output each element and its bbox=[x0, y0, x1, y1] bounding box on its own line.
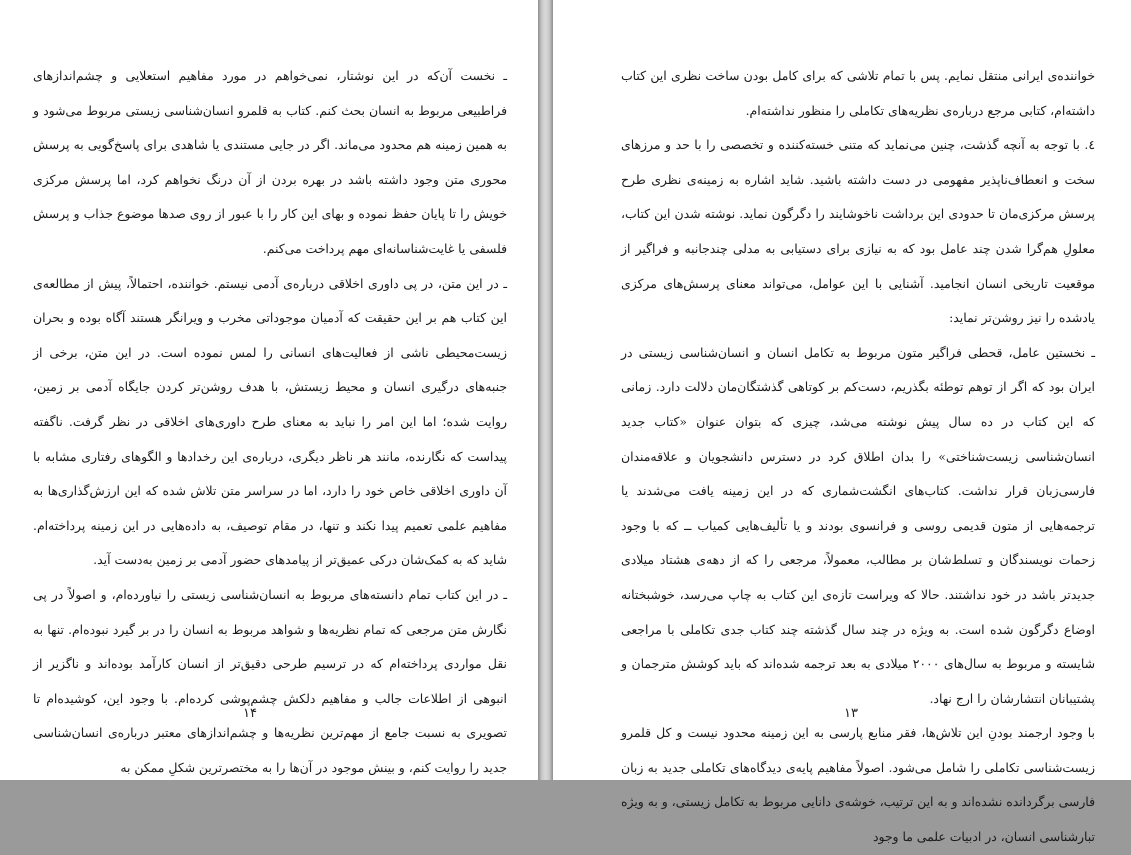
book-gutter bbox=[538, 0, 553, 780]
paragraph: خواننده‌ی ایرانی منتقل نمایم. پس با تمام تلاشی که برای کامل بودن ساخت نظری این کتاب داشته‌ام، کتابی مرجع درباره‌ی نظریه‌های تکاملی را منظور نداشته‌ام. bbox=[621, 68, 1095, 118]
paragraph: ـ نخستین عامل، قحطی فراگیر متون مربوط به تکامل انسان و انسان‌شناسی زیستی در ایران بود که اگر از توهم توطئه بگذریم، دست‌کم بر کوتاهی گذشتگان‌مان دلالت دارد. زمانی که این کتاب در ده سال پیش نوشته می‌شد، چیزی که بتوان عنوان «کتاب جدید انسان‌شناسی زیست‌شناختی» را بدان اطلاق کرد در دسترس دانشجویان و علاقه‌مندان فارسی‌زبان قرار نداشت. کتاب‌های انگشت‌شماری که در این زمینه یافت می‌شدند یا ترجمه‌هایی از متون قدیمی روسی و فرانسوی بودند و یا تألیف‌هایی کمیاب ــ که با وجود زحمات نویسندگان و تسلط‌شان بر مطالب، معمولاً، مرجعی را که از دهه‌ی هشتاد میلادی جدیدتر باشد در خود نداشتند. حالا که ویراست تازه‌ی این کتاب به چاپ می‌رسد، خوشبختانه اوضاع دگرگون شده است. به ویژه در چند سال گذشته چند کتاب جدی تکاملی با مراجعی شایسته و مربوط به سال‌های ۲۰۰۰ میلادی به بعد ترجمه شده‌اند که باید کوشش مترجمان و پشتیبانان انتشارشان را ارج نهاد. bbox=[621, 344, 1095, 706]
paragraph: ـ در این متن، در پی داوری اخلاقی درباره‌ی آدمی نیستم. خواننده، احتمالاً، پیش از مطالعه‌ی این کتاب هم بر این حقیقت که آدمیان موجوداتی مخرب و ویرانگر هستند آگاه بوده و بحران زیست‌محیطی ناشی از فعالیت‌های انسانی را لمس نموده است. در این متن، برخی از جنبه‌های درگیری انسان و محیط زیستش، با هدف روشن‌تر کردن جایگاه آدمی بر زمین، روایت شده؛ اما این امر را نباید به معنای طرح داوری‌های اخلاقی در نظر گرفت. ناگفته پیداست که نگارنده، مانند هر ناظر دیگری، درباره‌ی این رخدادها و الگوهای رفتاری مشابه با آن داوری اخلاقی خاص خود را دارد، اما در سراسر متن تلاش شده که این ارزش‌گذاری‌ها به مفاهیم علمی تعمیم پیدا نکند و تنها، در مقام توصیف، به داده‌هایی در این زمینه پرداخته‌ام. شاید که به کمک‌شان درکی عمیق‌تر از پیامدهای حضور آدمی بر زمین به‌دست آید. bbox=[33, 275, 507, 568]
page-number: ۱۴ bbox=[243, 706, 257, 721]
page-number: ۱۳ bbox=[844, 706, 858, 721]
right-page bbox=[553, 0, 1131, 845]
left-page-text bbox=[33, 59, 507, 785]
paragraph: با وجود ارجمند بودنِ این تلاش‌ها، فقر منابع پارسی به این زمینه محدود نیست و کل قلمرو زیست‌شناسی تکاملی را شامل می‌شود. اصولاً مفاهیم پایه‌ی دیدگاه‌های تکاملی جدید به زبان فارسی برگردانده نشده‌اند و به این ترتیب، خوشه‌ی دانایی مربوط به تکامل زیستی، و به ویژه تبارشناسی انسان، در ادبیات علمی ما وجود bbox=[621, 725, 1095, 845]
paragraph: ـ نخست آن‌که در این نوشتار، نمی‌خواهم در مورد مفاهیم استعلایی و چشم‌اندازهای فراطبیعی مربوط به انسان بحث کنم. کتاب به قلمرو انسان‌شناسی زیستی مربوط می‌شود و به همین زمینه هم محدود می‌ماند. اگر در جایی مستندی یا شاهدی برای پاسخ‌گویی به پرسش محوری متن وجود داشته باشد در بهره بردن از آن درنگ نخواهم کرد، اما پرسش مرکزی خویش را تا پایان حفظ نموده و بهای این کار را با عبور از روی صدها موضوع جذاب و پرسش فلسفی یا غایت‌شناسانه‌ای مهم پرداخت می‌کنم. bbox=[33, 68, 507, 256]
left-page bbox=[0, 0, 538, 780]
paragraph: ـ در این کتاب تمام دانسته‌های مربوط به انسان‌شناسی زیستی را نیاورده‌ام، و اصولاً در پی نگارش متن مرجعی که تمام نظریه‌ها و شواهد مربوط به انسان را در بر گیرد نبوده‌ام. تنها به نقل مواردی پرداخته‌ام که در ترسیم طرحی دقیق‌تر از انسان کارآمد بوده‌اند و ناگزیر از انبوهی از اطلاعات جالب و مفاهیم دلکش چشم‌پوشی کرده‌ام. با وجود این، کوشیده‌ام تا تصویری به نسبت جامع از مهم‌ترین نظریه‌ها و چشم‌اندازهای معتبر درباره‌ی انسان‌شناسی جدید را روایت کنم، و بینش موجود در آن‌ها را به مختصرترین شکلِ ممکن به bbox=[33, 586, 507, 775]
right-page-text bbox=[621, 59, 1095, 855]
paragraph: ٤. با توجه به آنچه گذشت، چنین می‌نماید که متنی خسته‌کننده و تخصصی را با حد و مرزهای سخت و انعطاف‌ناپذیر مفهومی در دست داشته باشید. شاید اشاره به زمینه‌ی نظری طرح پرسش مرکزی‌مان تا حدودی این برداشت ناخوشایند را دگرگون نماید. نوشته شدن این کتاب، معلولِ هم‌گرا شدن چند عامل بود که به نیازی برای دستیابی به مدلی چندجانبه و فراگیر از موقعیت تاریخی انسان انجامید. آشنایی با این عوامل، می‌تواند معنای پرسش‌های مرکزی یادشده را نیز روشن‌تر نماید: bbox=[621, 137, 1095, 326]
